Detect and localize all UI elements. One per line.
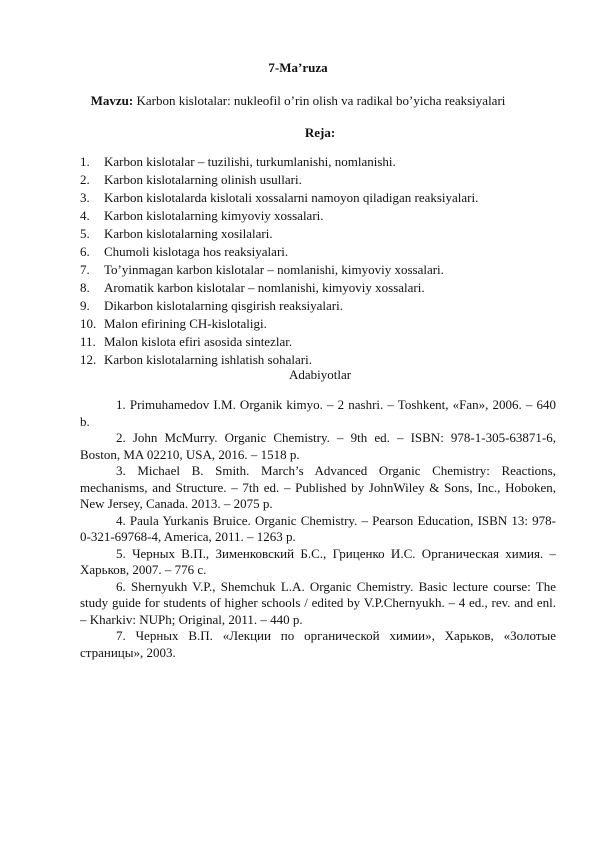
references-list xyxy=(80,397,556,661)
plan-item-number: 1. xyxy=(80,154,90,169)
plan-item-text: Karbon kislotalarning olinish usullari. xyxy=(104,172,302,187)
reference-item: 5. Черных В.П., Зименковский Б.С., Гриценко И.С. Органическая химия. – Харьков, 2007. – 776 с. xyxy=(80,545,556,577)
plan-item-number: 10. xyxy=(80,316,97,331)
plan-item-text: Karbon kislotalarning xosilalari. xyxy=(104,226,273,241)
plan-item-text: To’yinmagan karbon kislotalar – nomlanishi, kimyoviy xossalari. xyxy=(104,262,444,277)
reference-item: 1. Primuhamedov I.M. Organik kimyo. – 2 nashri. – Toshkent, «Fan», 2006. – 640 b. xyxy=(80,397,556,429)
plan-item-text: Malon kislota efiri asosida sintezlar. xyxy=(104,334,293,349)
topic-text: Karbon kislotalar: nukleofil o’rin olish va radikal bo’yicha reaksiyalari xyxy=(136,93,506,108)
plan-item-text: Karbon kislotalarning ishlatish sohalari. xyxy=(104,352,312,367)
plan-item xyxy=(80,243,550,261)
plan-item-number: 8. xyxy=(80,280,90,295)
plan-item-text: Dikarbon kislotalarning qisgirish reaksiyalari. xyxy=(104,298,344,313)
topic-label: Mavzu: xyxy=(90,93,134,108)
reference-item: 4. Paula Yurkanis Bruice. Organic Chemistry. – Pearson Education, ISBN 13: 978-0-321-69768-4, America, 2011. – 1263 p. xyxy=(80,512,556,544)
plan-item-number: 7. xyxy=(80,262,90,277)
plan-item-text: Chumoli kislotaga hos reaksiyalari. xyxy=(104,244,289,259)
plan-item-text: Aromatik karbon kislotalar – nomlanishi, kimyoviy xossalari. xyxy=(104,280,425,295)
lecture-title: 7-Ma’ruza xyxy=(268,60,328,75)
lecture-topic xyxy=(0,93,596,109)
plan-item xyxy=(80,297,550,315)
plan-item xyxy=(80,333,550,351)
plan-item-number: 6. xyxy=(80,244,90,259)
plan-item xyxy=(80,207,550,225)
plan-item-number: 5. xyxy=(80,226,90,241)
reference-item: 3. Michael B. Smith. March’s Advanced Organic Chemistry: Reactions, mechanisms, and Structure. – 7th ed. – Published by JohnWiley & Sons, Inc., Hoboken, New Jersey, Canada. 2013. – 2075 p. xyxy=(80,463,556,511)
reference-item: 6. Shernyukh V.P., Shemchuk L.A. Organic Chemistry. Basic lecture course: The study guide for students of higher schools / edited by V.P.Chernyukh. – 4 ed., rev. and enl. – Kharkiv: NUPh; Original, 2011. – 440 p. xyxy=(80,578,556,627)
reference-item: 7. Черных В.П. «Лекции по органической химии», Харьков, «Золотые страницы», 2003. xyxy=(80,628,556,660)
plan-item-text: Malon efirining CH-kislotaligi. xyxy=(104,316,267,331)
plan-item-number: 9. xyxy=(80,298,90,313)
plan-item xyxy=(80,225,550,243)
plan-item-text: Karbon kislotalarning kimyoviy xossalari. xyxy=(104,208,324,223)
plan-item-text: Karbon kislotalar – tuzilishi, turkumlanishi, nomlanishi. xyxy=(104,154,396,169)
reference-item: 2. John McMurry. Organic Chemistry. – 9th ed. – ISBN: 978-1-305-63871-6, Boston, MA 02210, USA, 2016. – 1518 p. xyxy=(80,430,556,462)
plan-item-number: 12. xyxy=(80,352,97,367)
plan-item xyxy=(80,153,550,171)
plan-list xyxy=(80,153,550,369)
plan-item-number: 4. xyxy=(80,208,90,223)
plan-heading: Reja: xyxy=(304,125,336,140)
plan-item xyxy=(80,189,550,207)
plan-item xyxy=(80,315,550,333)
plan-item-number: 3. xyxy=(80,190,90,205)
references-heading: Adabiyotlar xyxy=(288,367,352,382)
plan-item-number: 2. xyxy=(80,172,90,187)
plan-item-text: Karbon kislotalarda kislotali xossalarni namoyon qiladigan reaksiyalari. xyxy=(104,190,479,205)
plan-item xyxy=(80,279,550,297)
plan-item xyxy=(80,171,550,189)
plan-item xyxy=(80,261,550,279)
plan-item-number: 11. xyxy=(80,334,96,349)
